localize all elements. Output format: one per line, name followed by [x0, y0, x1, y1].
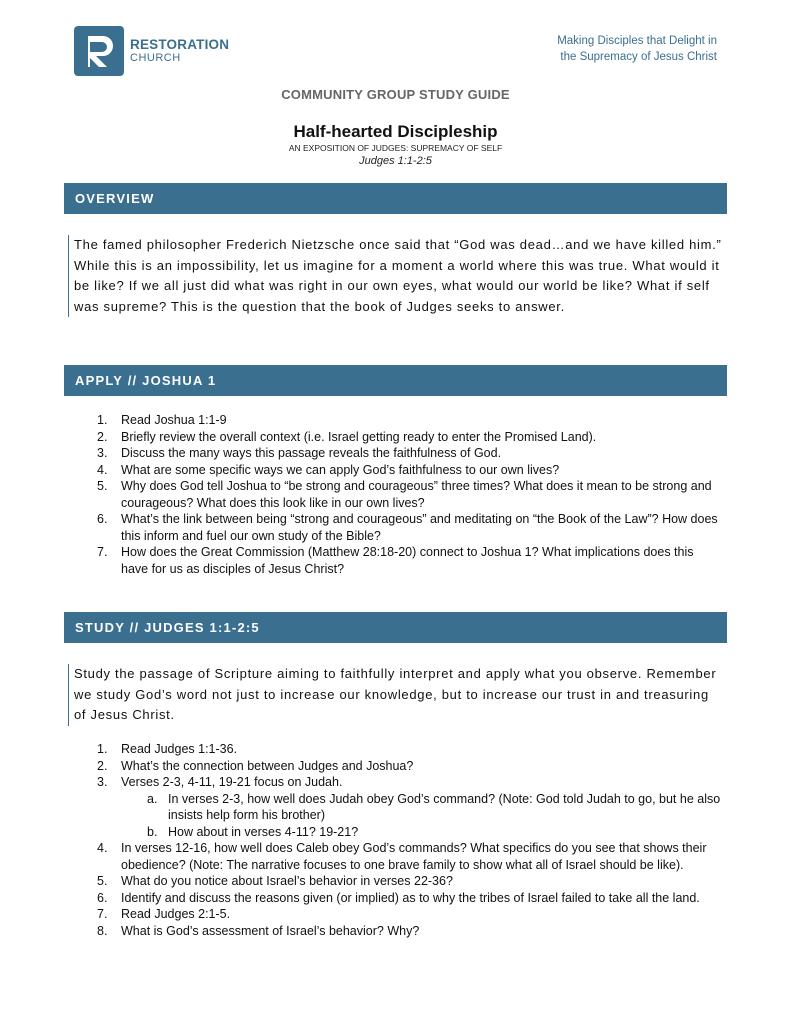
logo-name: RESTORATION [130, 37, 230, 53]
tagline-line-1: Making Disciples that Delight in [557, 35, 717, 47]
question-text: What are some specific ways we can apply God’s faithfulness to our own lives? [121, 462, 560, 477]
question-text: How does the Great Commission (Matthew 28:18-20) connect to Joshua 1? What implications does this have for us as disciples of Jesus Christ? [121, 545, 694, 576]
study-question [84, 774, 724, 840]
question-text: Read Joshua 1:1-9 [121, 413, 227, 427]
study-intro: Study the passage of Scripture aiming to faithfully interpret and apply what you observe. Remember we study God’s word not just to increase our knowledge, but to increase our trust in and treasuring of Jesus Christ. [68, 664, 723, 726]
passage-reference: Judges 1:1-2:5 [359, 155, 432, 167]
list-number: 3. [97, 775, 108, 789]
apply-question [84, 462, 724, 479]
church-logo [74, 26, 229, 76]
page-subtitle: AN EXPOSITION OF JUDGES: SUPREMACY OF SELF [288, 143, 503, 153]
apply-heading: APPLY // JOSHUA 1 [64, 365, 727, 396]
apply-question [84, 544, 724, 577]
question-text: Read Judges 2:1-5. [121, 907, 231, 921]
page-title: Half-hearted Discipleship [293, 122, 498, 141]
list-number: 2. [97, 429, 108, 444]
study-question [84, 840, 724, 873]
study-question [84, 758, 724, 775]
question-text: Identify and discuss the reasons given (or implied) as to why the tribes of Israel failed to take all the land. [121, 890, 700, 905]
list-number: 5. [97, 874, 108, 888]
study-question [84, 741, 724, 758]
study-question [84, 890, 724, 907]
question-text: In verses 12-16, how well does Caleb obey God’s commands? What specifics do you see that shows their obedience? (Note: The narrative focuses to one brave family to show what all of Israel should be like). [121, 841, 707, 872]
list-number: 1. [97, 413, 108, 427]
apply-question [84, 511, 724, 544]
list-number: 6. [97, 512, 108, 526]
list-letter: b. [147, 824, 158, 839]
list-number: 2. [97, 758, 108, 773]
question-text: What’s the link between being “strong and courageous” and meditating on “the Book of the Law”? How does this inform and fuel our own study of the Bible? [121, 512, 718, 543]
question-text: Read Judges 1:1-36. [121, 742, 238, 756]
list-number: 1. [97, 742, 108, 756]
list-number: 8. [97, 923, 108, 938]
overview-heading: OVERVIEW [64, 183, 727, 214]
study-heading: STUDY // JUDGES 1:1-2:5 [64, 612, 727, 643]
apply-question [84, 412, 724, 429]
subquestion-text: How about in verses 4-11? 19-21? [168, 824, 359, 839]
apply-question [84, 429, 724, 446]
list-number: 5. [97, 479, 108, 493]
list-number: 3. [97, 446, 108, 460]
logo-r-icon [74, 26, 124, 76]
question-text: What’s the connection between Judges and Joshua? [121, 758, 414, 773]
logo-subname: CHURCH [130, 51, 181, 64]
study-subquestion [131, 791, 724, 824]
apply-question-list [84, 412, 724, 577]
subquestion-text: In verses 2-3, how well does Judah obey God’s command? (Note: God told Judah to go, but he also insists help form his brother) [168, 791, 721, 822]
list-letter: a. [147, 791, 158, 806]
tagline-line-2: the Supremacy of Jesus Christ [560, 51, 717, 63]
question-text: Discuss the many ways this passage reveals the faithfulness of God. [121, 446, 502, 460]
question-text: Why does God tell Joshua to “be strong and courageous” three times? What does it mean to be strong and courageous? What does this look like in our own lives? [121, 479, 712, 510]
list-number: 4. [97, 462, 108, 477]
question-text: What do you notice about Israel’s behavior in verses 22-36? [121, 874, 453, 888]
tagline [557, 33, 717, 65]
question-text: What is God’s assessment of Israel’s behavior? Why? [121, 923, 420, 938]
question-text: Briefly review the overall context (i.e. Israel getting ready to enter the Promised Land). [121, 429, 597, 444]
study-question-list [84, 741, 724, 939]
overview-text: The famed philosopher Frederich Nietzsche once said that “God was dead…and we have killed him.” While this is an impossibility, let us imagine for a moment a world where this was true. What would it be like? If we all just did what was right in our own eyes, what would our world be like? What if self was supreme? This is the question that the book of Judges seeks to answer. [68, 235, 723, 317]
list-number: 7. [97, 907, 108, 921]
study-question [84, 923, 724, 940]
study-question [84, 873, 724, 890]
study-subquestion [131, 824, 724, 841]
question-text: Verses 2-3, 4-11, 19-21 focus on Judah. [121, 775, 343, 789]
study-subquestion-list [131, 791, 724, 841]
apply-question [84, 445, 724, 462]
list-number: 7. [97, 545, 108, 559]
list-number: 6. [97, 890, 108, 905]
guide-label: COMMUNITY GROUP STUDY GUIDE [281, 87, 510, 102]
list-number: 4. [97, 841, 108, 855]
study-question [84, 906, 724, 923]
apply-question [84, 478, 724, 511]
